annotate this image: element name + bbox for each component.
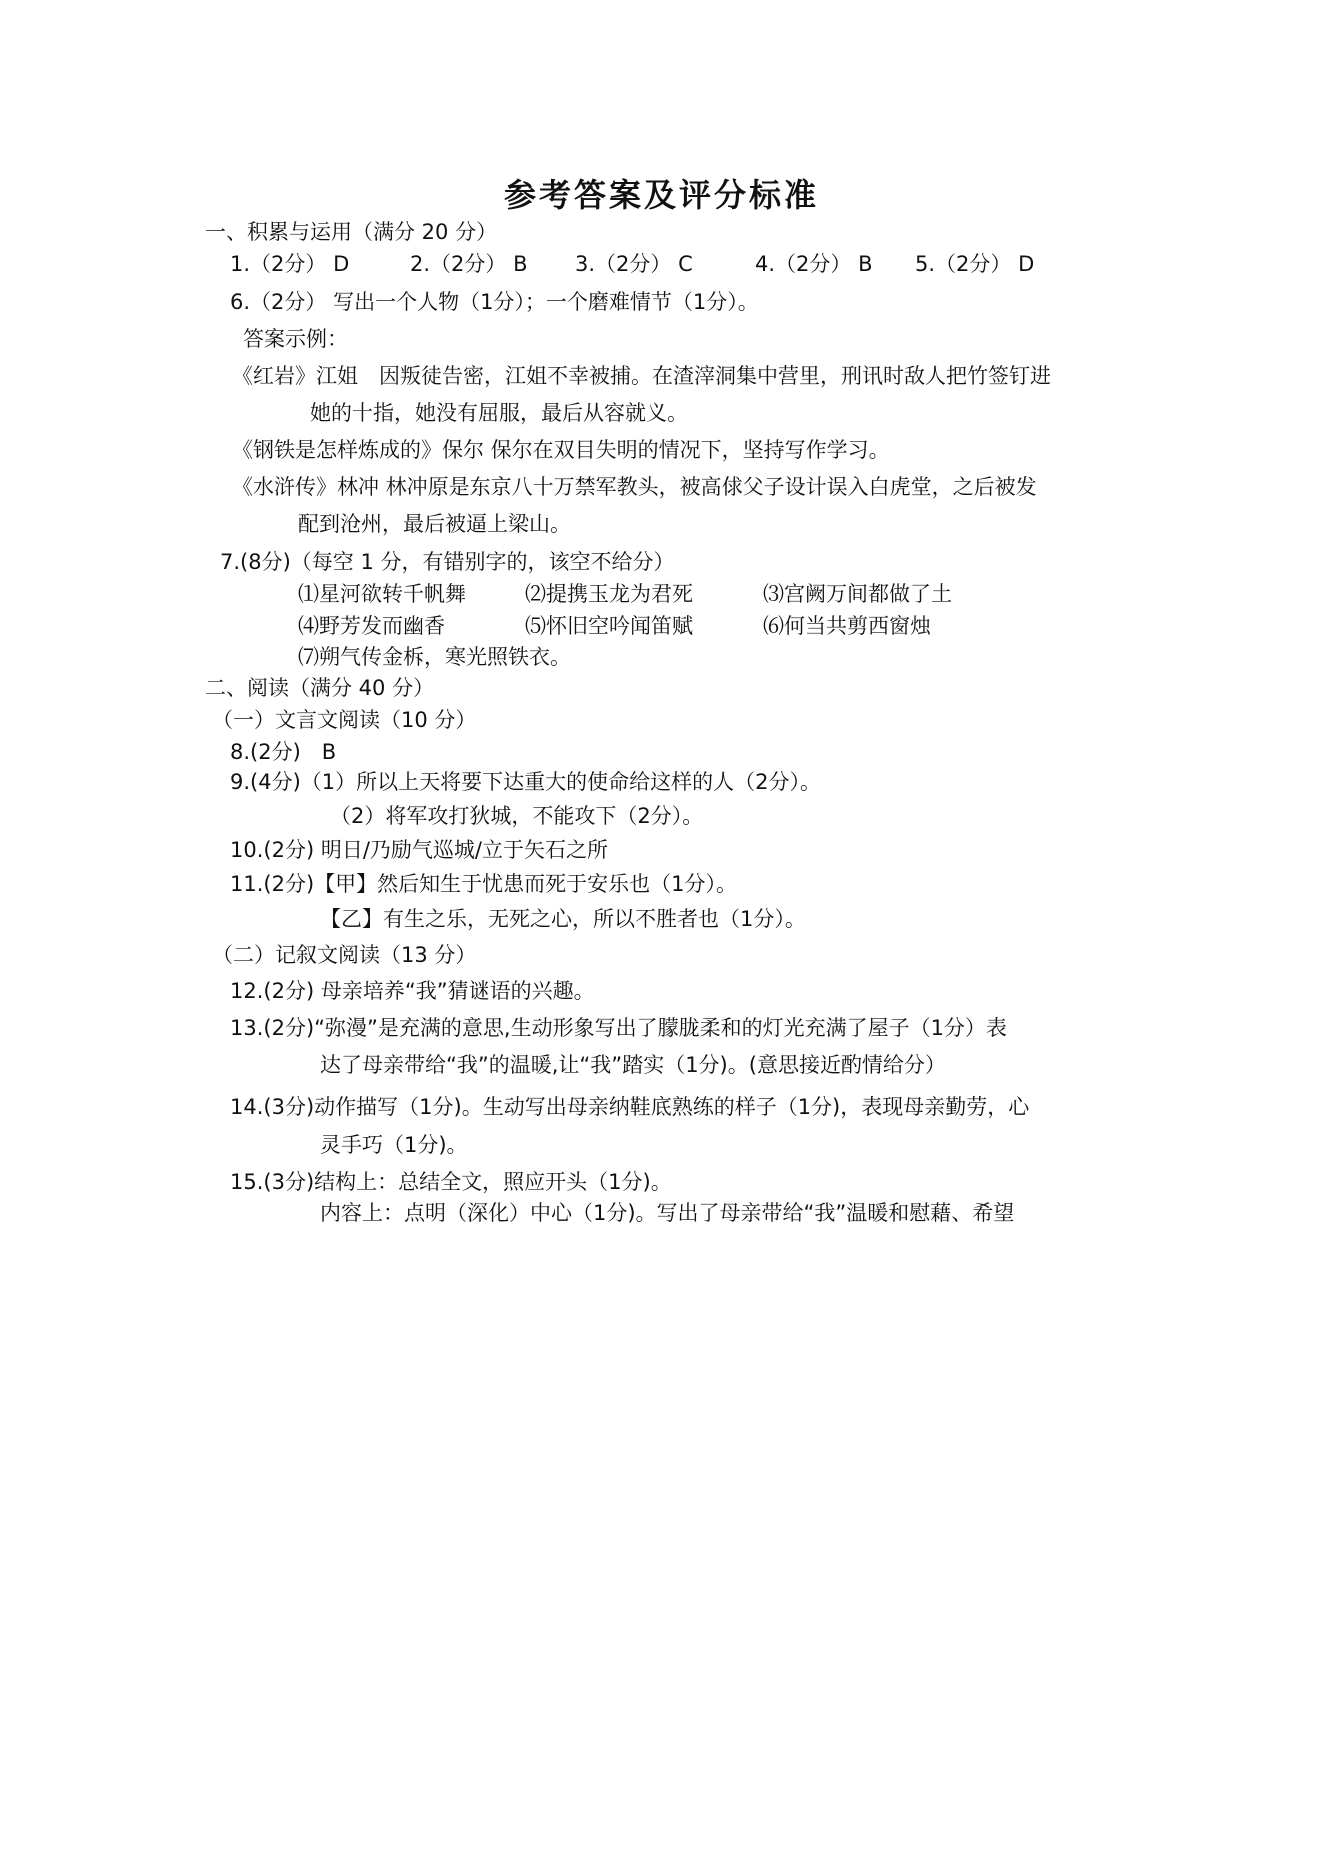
answer-5: 5.（2分） D [915,252,1035,276]
answer-3: 3.（2分） C [575,252,693,276]
example-line: 《钢铁是怎样炼成的》保尔 保尔在双目失明的情况下，坚持写作学习。 [232,438,890,462]
example-label: 答案示例： [243,327,348,351]
answer-14: 14.(3分)动作描写（1分)。生动写出母亲纳鞋底熟练的样子（1分)，表现母亲勤劳，心 [230,1095,1030,1119]
answer-7-item: ⑹何当共剪西窗烛 [763,614,931,638]
answer-11-sub: 【乙】有生之乐，无死之心，所以不胜者也（1分）。 [320,907,806,931]
answer-15-cont: 内容上：点明（深化）中心（1分)。写出了母亲带给“我”温暖和慰藉、希望 [320,1201,1015,1225]
answer-7-row [298,612,931,640]
part2-heading: （二）记叙文阅读（13 分） [212,943,477,967]
answer-12: 12.(2分) 母亲培养“我”猜谜语的兴趣。 [230,979,595,1003]
example-line: 她的十指，她没有屈服，最后从容就义。 [310,401,688,425]
part1-heading: （一）文言文阅读（10 分） [212,708,477,732]
answer-13-cont: 达了母亲带给“我”的温暖,让“我”踏实（1分)。(意思接近酌情给分） [320,1053,946,1077]
answer-7-item: ⑶宫阙万间都做了土 [763,582,952,606]
section1-heading: 一、积累与运用（满分 20 分） [205,220,498,244]
answers-1-5 [230,250,1034,278]
answer-15: 15.(3分)结构上：总结全文，照应开头（1分)。 [230,1170,672,1194]
example-line: 配到沧州，最后被逼上梁山。 [298,512,571,536]
answer-7-row [298,580,952,608]
answer-2: 2.（2分） B [410,252,528,276]
answer-6: 6.（2分） 写出一个人物（1分）；一个磨难情节（1分）。 [230,290,759,314]
answer-8: 8.(2分) B [230,740,337,764]
answer-7-item: ⑷野芳发而幽香 [298,614,445,638]
answer-9: 9.(4分)（1）所以上天将要下达重大的使命给这样的人（2分）。 [230,770,822,794]
section2-heading: 二、阅读（满分 40 分） [205,676,435,700]
answer-7-item: ⑴星河欲转千帆舞 [298,582,466,606]
answer-1: 1.（2分） D [230,252,350,276]
answer-7-heading: 7.(8分)（每空 1 分，有错别字的，该空不给分） [220,550,675,574]
page-title: 参考答案及评分标准 [503,176,819,214]
answer-7-item: ⑺朔气传金柝，寒光照铁衣。 [298,645,571,669]
example-line: 《红岩》江姐 因叛徒告密，江姐不幸被捕。在渣滓洞集中营里，刑讯时敌人把竹签钉进 [232,364,1051,388]
example-line: 《水浒传》林冲 林冲原是东京八十万禁军教头，被高俅父子设计误入白虎堂，之后被发 [232,475,1037,499]
answer-14-cont: 灵手巧（1分)。 [320,1133,468,1157]
answer-7-item: ⑵提携玉龙为君死 [525,582,693,606]
answer-9-sub: （2）将军攻打狄城，不能攻下（2分）。 [330,804,704,828]
answer-7-item: ⑸怀旧空吟闻笛赋 [525,614,693,638]
answer-4: 4.（2分） B [755,252,873,276]
answer-13: 13.(2分)“弥漫”是充满的意思,生动形象写出了朦胧柔和的灯光充满了屋子（1分）表 [230,1016,1007,1040]
answer-10: 10.(2分) 明日/乃励气巡城/立于矢石之所 [230,838,608,862]
answer-11: 11.(2分)【甲】然后知生于忧患而死于安乐也（1分）。 [230,872,738,896]
